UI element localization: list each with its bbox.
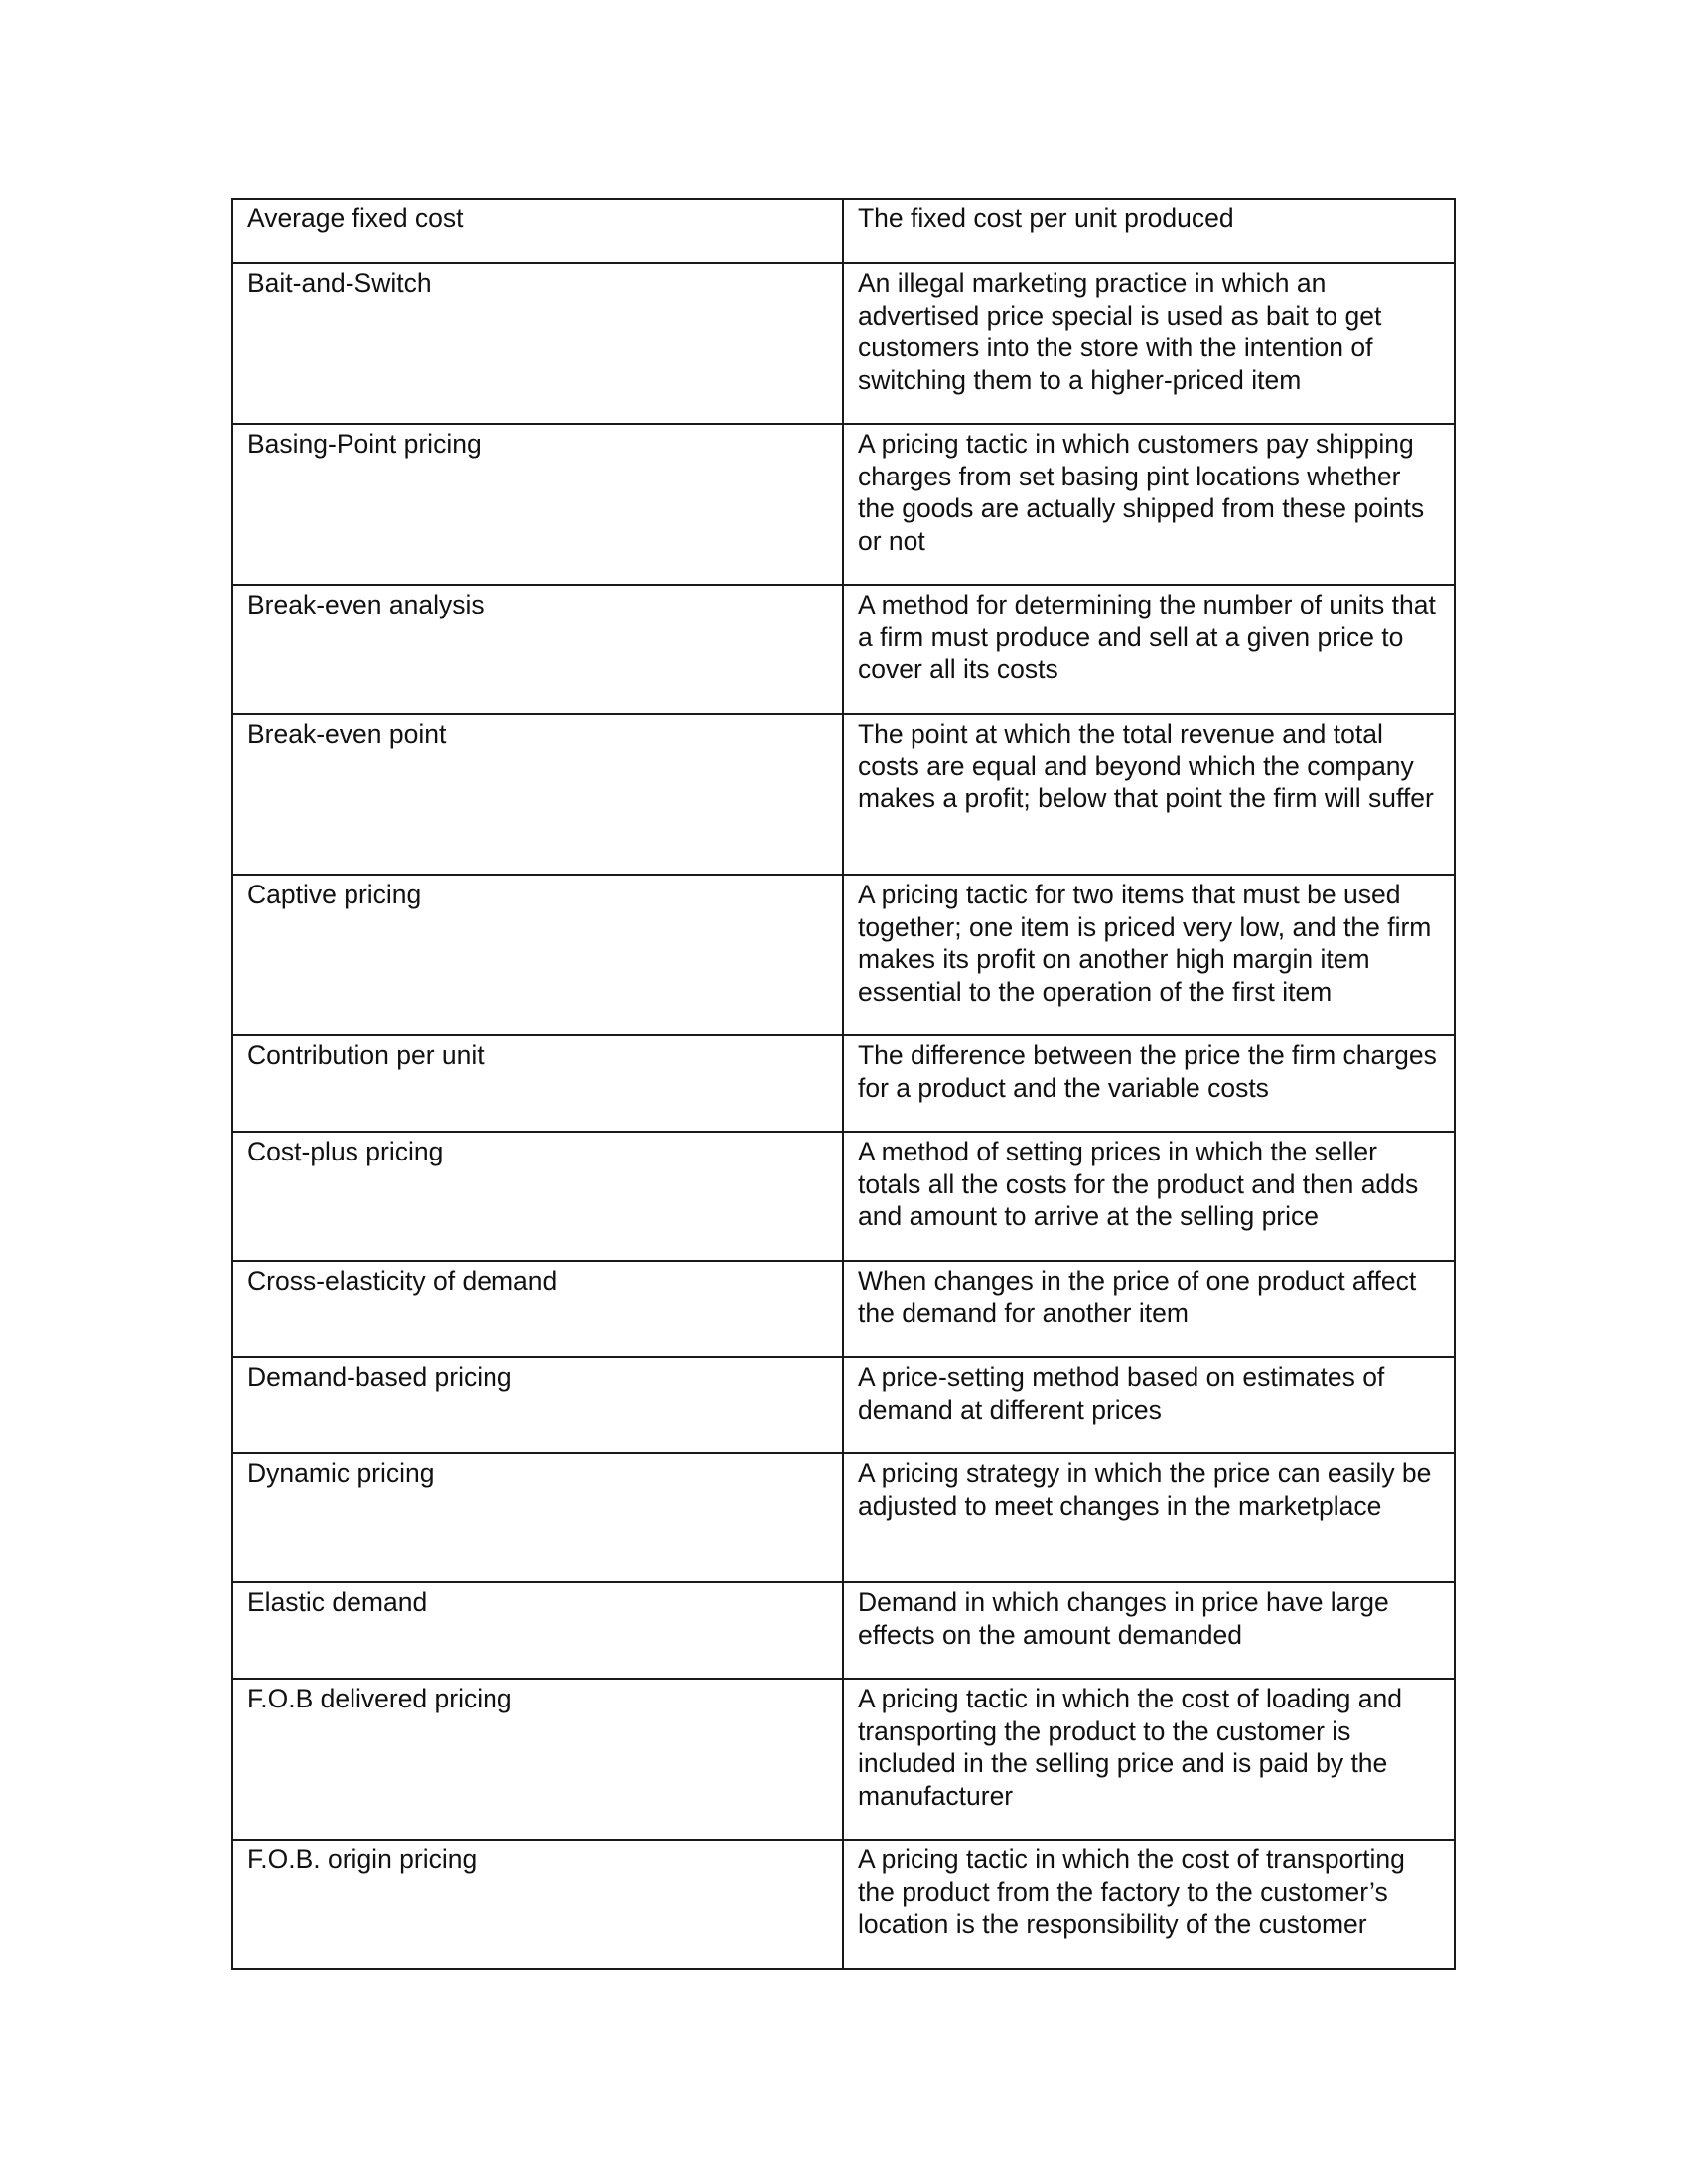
definition-cell: An illegal marketing practice in which an advertised price special is used as bait to get customers into the store with the intention of switching them to a higher-priced item: [843, 263, 1455, 424]
term-cell: Elastic demand: [232, 1582, 843, 1679]
term-cell: Cost-plus pricing: [232, 1132, 843, 1261]
term-cell: Cross-elasticity of demand: [232, 1261, 843, 1357]
table-row: [232, 1840, 1455, 1969]
term-cell: Dynamic pricing: [232, 1453, 843, 1582]
definition-cell: A pricing tactic in which customers pay shipping charges from set basing pint locations whether the goods are actually shipped from these points or not: [843, 424, 1455, 585]
definition-cell: A pricing strategy in which the price can easily be adjusted to meet changes in the marketplace: [843, 1453, 1455, 1582]
term-cell: Demand-based pricing: [232, 1357, 843, 1453]
term-cell: Contribution per unit: [232, 1035, 843, 1132]
definition-cell: The difference between the price the firm charges for a product and the variable costs: [843, 1035, 1455, 1132]
table-row: [232, 1261, 1455, 1357]
glossary-table: [231, 198, 1456, 1970]
table-row: [232, 875, 1455, 1035]
table-row: [232, 424, 1455, 585]
table-row: [232, 199, 1455, 263]
definition-cell: A pricing tactic in which the cost of loading and transporting the product to the customer is included in the selling price and is paid by the manufacturer: [843, 1679, 1455, 1840]
definition-cell: A pricing tactic in which the cost of transporting the product from the factory to the customer’s location is the responsibility of the customer: [843, 1840, 1455, 1969]
definition-cell: A method for determining the number of units that a firm must produce and sell at a given price to cover all its costs: [843, 585, 1455, 714]
table-row: [232, 1679, 1455, 1840]
term-cell: Average fixed cost: [232, 199, 843, 263]
definition-cell: A pricing tactic for two items that must be used together; one item is priced very low, and the firm makes its profit on another high margin item essential to the operation of the first item: [843, 875, 1455, 1035]
table-row: [232, 263, 1455, 424]
table-row: [232, 1035, 1455, 1132]
term-cell: F.O.B. origin pricing: [232, 1840, 843, 1969]
term-cell: F.O.B delivered pricing: [232, 1679, 843, 1840]
table-row: [232, 1582, 1455, 1679]
definition-cell: When changes in the price of one product affect the demand for another item: [843, 1261, 1455, 1357]
term-cell: Break-even analysis: [232, 585, 843, 714]
term-cell: Bait-and-Switch: [232, 263, 843, 424]
definition-cell: Demand in which changes in price have large effects on the amount demanded: [843, 1582, 1455, 1679]
term-cell: Break-even point: [232, 714, 843, 875]
table-row: [232, 1132, 1455, 1261]
definition-cell: The fixed cost per unit produced: [843, 199, 1455, 263]
term-cell: Captive pricing: [232, 875, 843, 1035]
table-row: [232, 585, 1455, 714]
term-cell: Basing-Point pricing: [232, 424, 843, 585]
definition-cell: A price-setting method based on estimates of demand at different prices: [843, 1357, 1455, 1453]
definition-cell: A method of setting prices in which the seller totals all the costs for the product and then adds and amount to arrive at the selling price: [843, 1132, 1455, 1261]
glossary-body: [232, 199, 1455, 1969]
table-row: [232, 1453, 1455, 1582]
table-row: [232, 714, 1455, 875]
definition-cell: The point at which the total revenue and total costs are equal and beyond which the company makes a profit; below that point the firm will suffer: [843, 714, 1455, 875]
table-row: [232, 1357, 1455, 1453]
